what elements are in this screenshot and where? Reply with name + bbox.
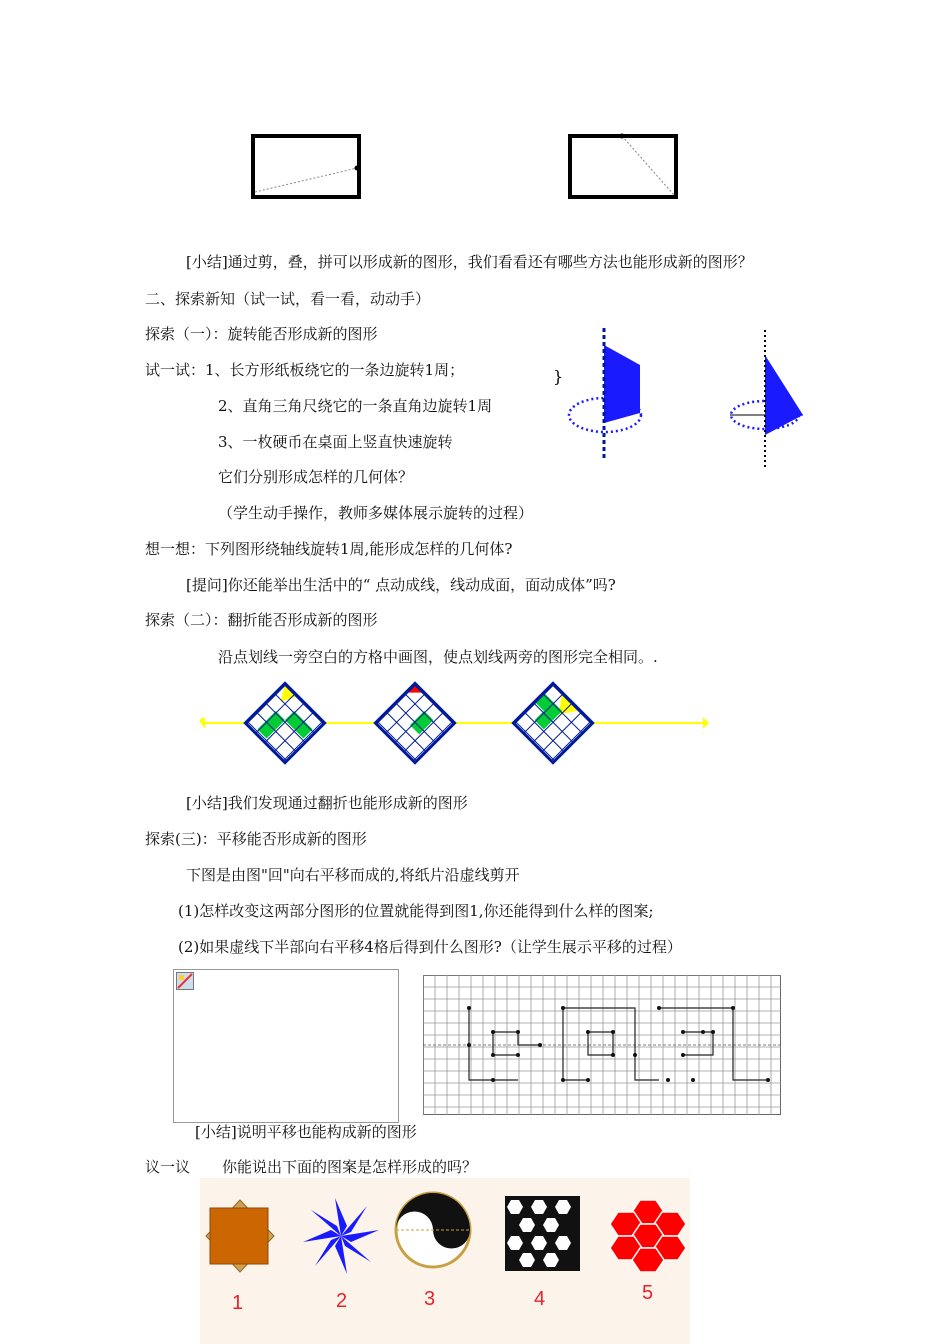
pattern-label-1: 1 xyxy=(232,1292,244,1314)
discuss-label: 议一议 xyxy=(145,1158,191,1176)
explore-1-heading: 探索（一）：旋转能否形成新的图形 xyxy=(145,325,378,343)
discuss-text: 你能说出下面的图案是怎样形成的吗？ xyxy=(222,1158,478,1176)
fold-diamond-figure xyxy=(195,680,710,770)
summary-3: [小结]说明平移也能构成新的图形 xyxy=(195,1123,417,1141)
pattern-4-hexagon-tiles xyxy=(505,1196,580,1271)
image-placeholder xyxy=(173,969,399,1123)
translation-grid-figure xyxy=(423,975,781,1115)
question-line: 它们分别形成怎样的几何体？ xyxy=(218,468,414,486)
rotating-triangle-figure xyxy=(725,325,815,475)
pattern-label-2: 2 xyxy=(336,1290,348,1312)
think-line: 想一想：下列图形绕轴线旋转1周,能形成怎样的几何体? xyxy=(145,540,513,558)
question-2: (2)如果虚线下半部向右平移4格后得到什么图形?（让学生展示平移的过程） xyxy=(178,938,682,956)
instruction-line: 沿点划线一旁空白的方格中画图，使点划线两旁的图形完全相同。. xyxy=(218,648,658,666)
rectangle-diagonal-figure-right xyxy=(562,130,687,205)
pattern-label-5: 5 xyxy=(642,1282,654,1304)
summary-1: [小结]通过剪，叠，拼可以形成新的图形，我们看看还有哪些方法也能形成新的图形？ xyxy=(186,253,753,271)
broken-image-icon xyxy=(176,972,194,990)
rectangle-diagonal-figure-left xyxy=(245,130,370,205)
pattern-label-3: 3 xyxy=(424,1288,436,1310)
note-line: （学生动手操作，教师多媒体展示旋转的过程） xyxy=(218,504,534,522)
explore-2-heading: 探索（二）：翻折能否形成新的图形 xyxy=(145,611,378,629)
try-item-2: 2、直角三角尺绕它的一条直角边旋转1周 xyxy=(218,397,493,415)
pattern-5-hexagon-flower xyxy=(608,1196,688,1272)
pattern-3-yin-yang xyxy=(393,1190,473,1270)
section-2-heading: 二、探索新知（试一试，看一看，动动手） xyxy=(145,290,431,308)
question-1: (1)怎样改变这两部分图形的位置就能得到图1,你还能得到什么样的图案; xyxy=(178,902,654,920)
try-item-1: 试一试：1、长方形纸板绕它的一条边旋转1周； xyxy=(145,361,465,379)
pattern-1-rotated-squares xyxy=(200,1196,280,1278)
explore-3-heading: 探索(三)：平移能否形成新的图形 xyxy=(145,830,367,848)
patterns-panel xyxy=(200,1178,690,1344)
try-item-3: 3、一枚硬币在桌面上竖直快速旋转 xyxy=(218,433,453,451)
svg-text:}: } xyxy=(553,367,564,386)
rotating-rectangle-figure xyxy=(550,325,660,465)
pattern-label-4: 4 xyxy=(534,1288,546,1310)
ask-line: [提问]你还能举出生活中的“ 点动成线，线动成面，面动成体”吗? xyxy=(186,576,616,594)
pattern-2-pinwheel xyxy=(296,1196,386,1276)
translate-intro: 下图是由图"回"向右平移而成的,将纸片沿虚线剪开 xyxy=(186,866,520,884)
summary-2: [小结]我们发现通过翻折也能形成新的图形 xyxy=(186,794,468,812)
